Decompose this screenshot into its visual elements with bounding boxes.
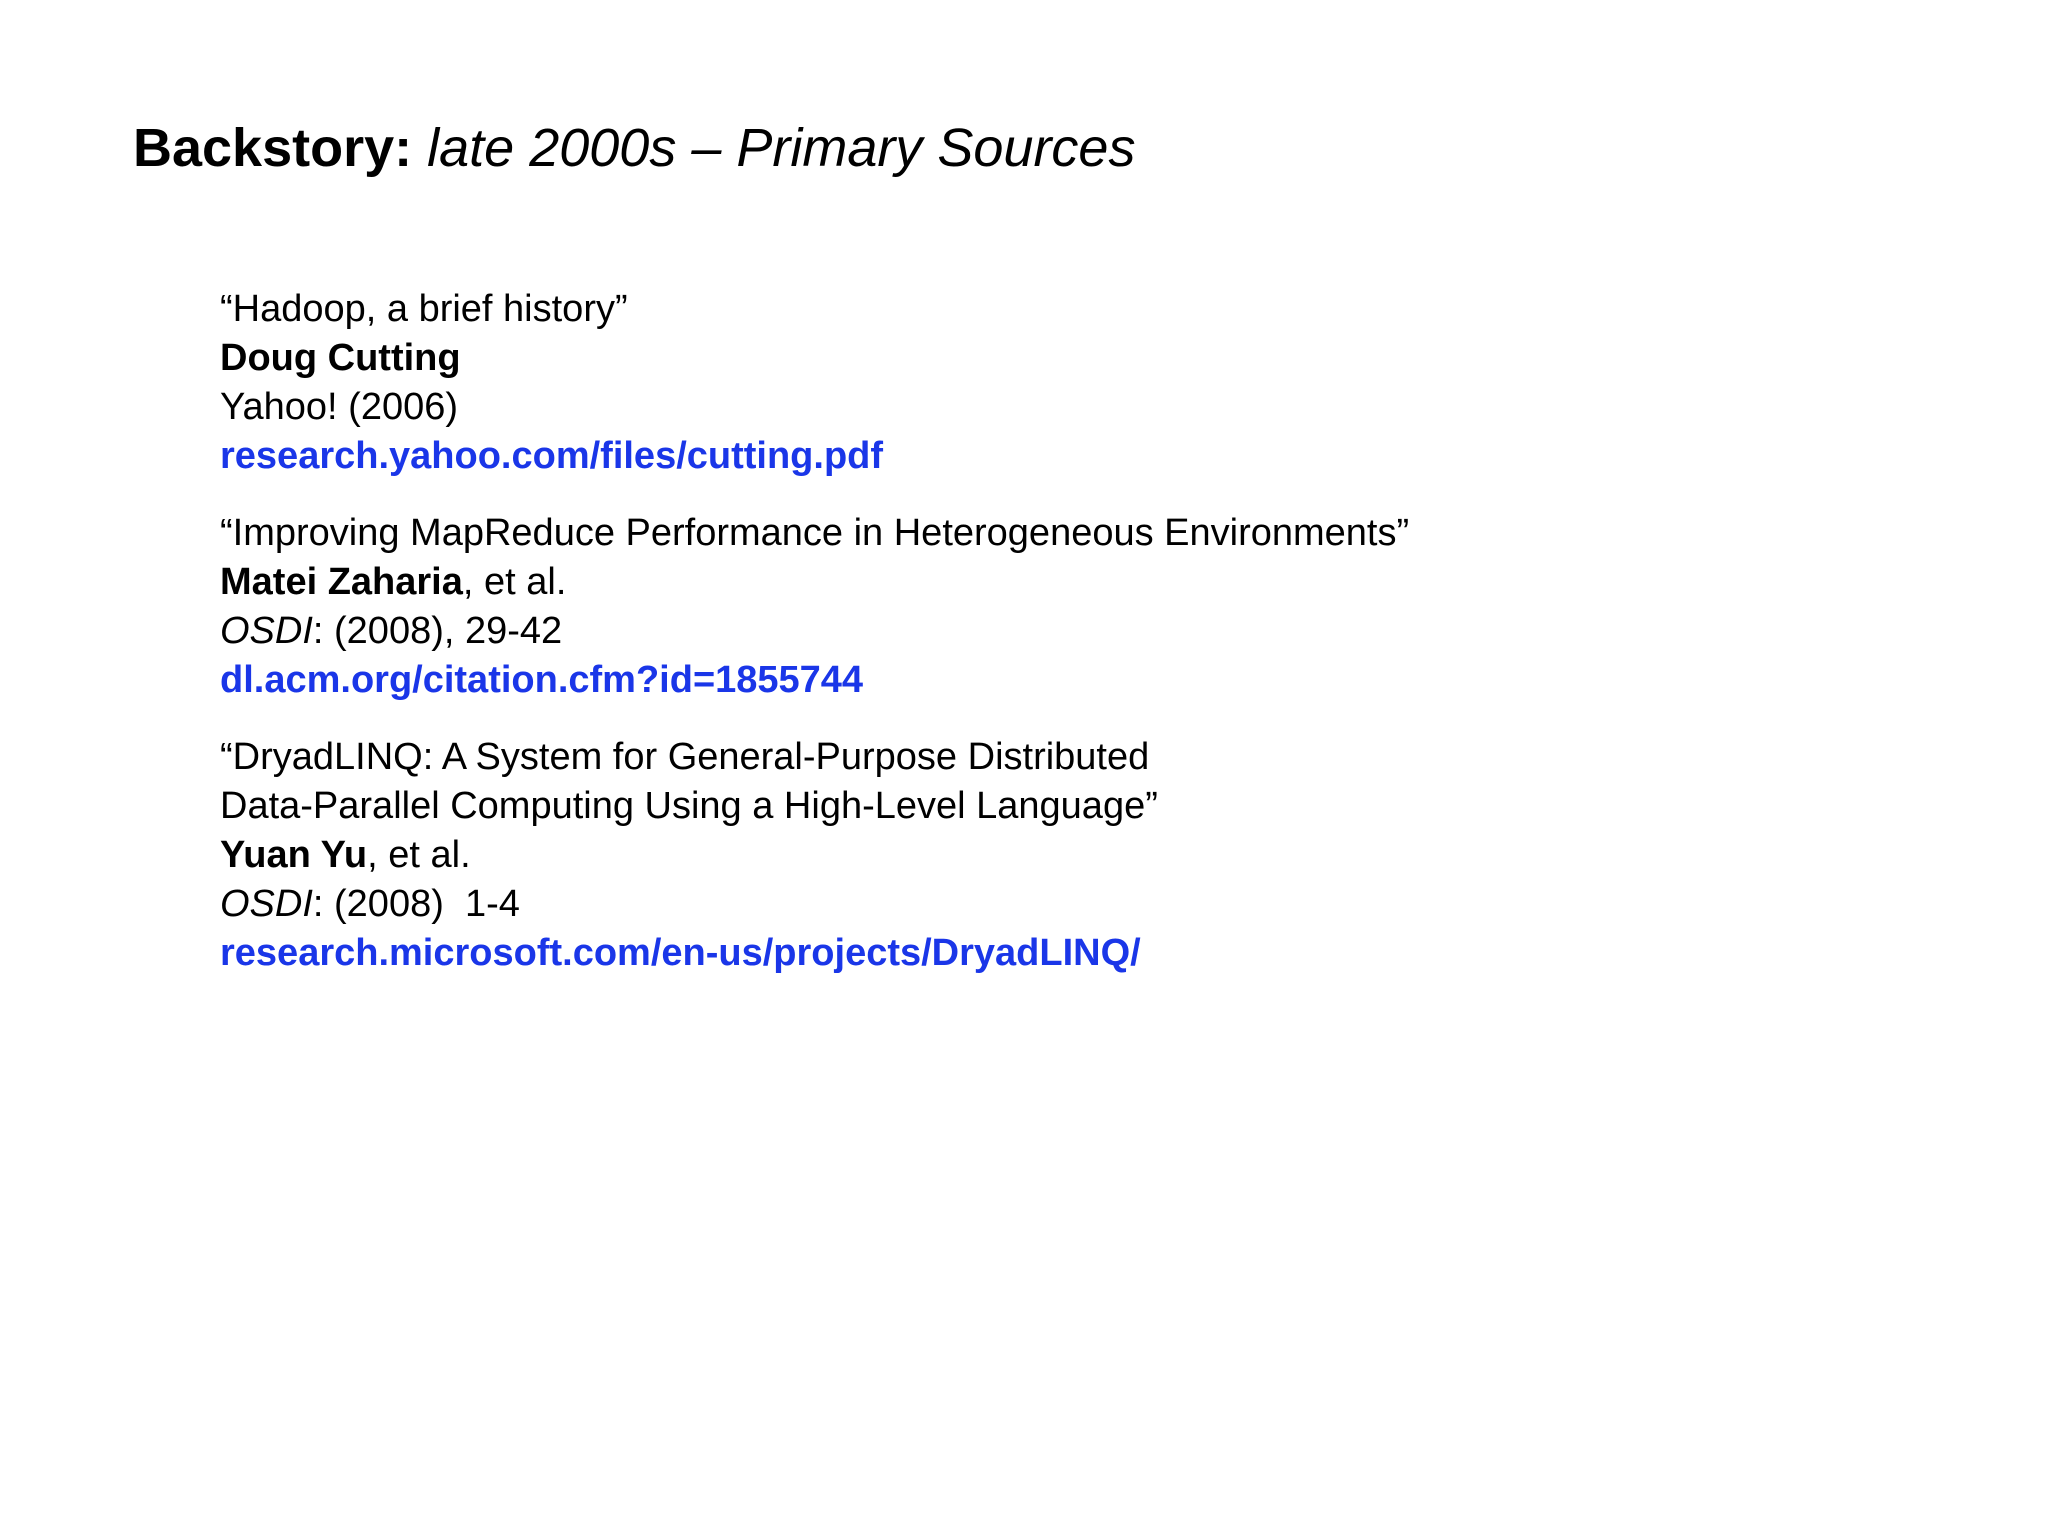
reference-author-suffix: , et al. (462, 561, 567, 603)
slide-title-bold: Backstory: (133, 118, 413, 178)
reference-url-link[interactable]: research.microsoft.com/en-us/projects/DryadLINQ/ (220, 932, 1141, 974)
reference-venue-details: : (2008) 1-4 (312, 883, 520, 925)
reference-title: “Hadoop, a brief history” (220, 288, 628, 330)
reference-list (220, 285, 1920, 1006)
reference-venue (220, 880, 1920, 929)
reference-author-line (220, 334, 1920, 383)
reference-url-line (220, 432, 1920, 481)
slide-title-italic: late 2000s – Primary Sources (427, 118, 1136, 178)
reference-author: Yuan Yu (220, 834, 368, 876)
reference-item (220, 733, 1920, 978)
reference-title-continued: Data-Parallel Computing Using a High-Level Language” (220, 785, 1158, 827)
reference-venue-name: OSDI (220, 883, 313, 925)
reference-item (220, 285, 1920, 481)
reference-author-line (220, 558, 1920, 607)
reference-title: “DryadLINQ: A System for General-Purpose Distributed (220, 736, 1150, 778)
reference-author: Matei Zaharia (220, 561, 463, 603)
slide-title (133, 108, 1135, 188)
reference-venue (220, 607, 1920, 656)
reference-url-link[interactable]: research.yahoo.com/files/cutting.pdf (220, 435, 884, 477)
reference-author-line (220, 831, 1920, 880)
reference-author: Doug Cutting (220, 337, 461, 379)
reference-venue-details: : (2008), 29-42 (312, 610, 563, 652)
reference-url-link[interactable]: dl.acm.org/citation.cfm?id=1855744 (220, 659, 864, 701)
reference-venue: Yahoo! (2006) (220, 386, 459, 428)
reference-url-line (220, 929, 1920, 978)
reference-title: “Improving MapReduce Performance in Heterogeneous Environments” (220, 512, 1410, 554)
reference-author-suffix: , et al. (367, 834, 471, 876)
reference-url-line (220, 656, 1920, 705)
reference-item (220, 509, 1920, 705)
reference-venue-name: OSDI (220, 610, 313, 652)
